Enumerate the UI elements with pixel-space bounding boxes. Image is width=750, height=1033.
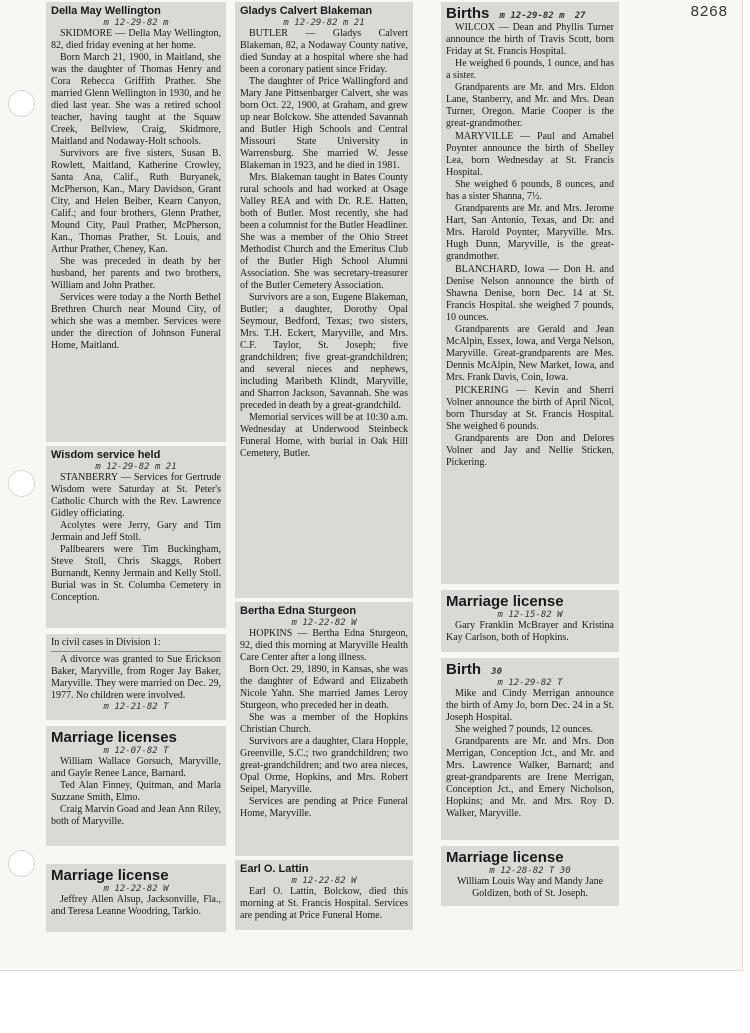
paragraph: William Louis Way and Mandy Jane Goldizen, both of St. Joseph.	[456, 876, 604, 899]
handwritten-number: 30	[491, 667, 503, 677]
handwritten-date: m 12-29-82 m 21	[283, 18, 365, 28]
paragraph: Grandparents are Mr. and Mrs. Jerome Hart, San Antonio, Texas, and Dr. and Mrs. Harold Poynter, Maryville. Mrs. Hugh Dunn, Maryville, is the great-grandmother.	[446, 203, 614, 262]
clipping-obituary-sturgeon	[235, 602, 413, 856]
paragraph: She was a member of the Hopkins Christian Church.	[240, 712, 408, 735]
paragraph: Born Oct. 29, 1890, in Kansas, she was the daughter of Edward and Elizabeth Nicole Yahn. She married James Leroy Sturgeon, who preceded her in death.	[240, 664, 408, 711]
handwritten-date: m 12-07-82 T	[103, 746, 169, 756]
binder-hole	[8, 850, 35, 877]
paragraph: Grandparents are Mr. and Mrs. Eldon Lane, Stanberry, and Mr. and Mrs. Dean Turner, Oregon. Marie Cooper is the great-grandmother.	[446, 82, 614, 129]
paragraph: Survivors are a daughter, Clara Hopple, Greenville, S.C.; two grandchildren; two great-grandchildren; and two area nieces, Opal Orme, Hopkins, and Mrs. Robert Seipel, Maryville.	[240, 736, 408, 795]
clipping-marriage-license-alsup	[46, 864, 226, 932]
clipping-headline: Marriage licenses	[51, 729, 177, 746]
paragraph: Grandparents are Don and Delores Volner and Jay and Nellie Sticken, Pickering.	[446, 433, 614, 468]
clipping-headline: Marriage license	[446, 849, 564, 866]
clipping-marriage-license-mcbrayer	[441, 590, 619, 652]
clipping-obituary-blakeman	[235, 2, 413, 598]
paragraph: STANBERRY — Services for Gertrude Wisdom were Saturday at St. Peter's Catholic Church with the Rev. Lawrence Gidley officiating.	[51, 472, 221, 519]
paragraph: Survivors are a son, Eugene Blakeman, Butler; a daughter, Dorothy Opal Seymour, Bedford, Texas; two sisters, Mrs. T.H. Eckert, Maryville, and Mrs. C.F. Taylor, St. Joseph; five grandchildren; five great-grandchildren; and several nieces and nephews, including Maribeth Klindt, Maryville, and Sharron Jackson, Savannah. She was preceded in death by a great-grandchild.	[240, 292, 408, 411]
section-heading: In civil cases in Division 1:	[51, 637, 161, 648]
births-title: Births	[446, 5, 490, 22]
paragraph: Mrs. Blakeman taught in Bates County rural schools and had worked at Osage Valley REA and with Dr. R.E. Hatten, both of Butler. Most recently, she had been a columnist for the Butler Headliner. She was a member of the Ohio Street Methodist Church and the Emeritus Club of the Butler High School Alumni Association. She was secretary-treasurer of the Butler Cemetery Association.	[240, 172, 409, 291]
handwritten-date: m 12-28-82 T 30	[489, 866, 571, 876]
paragraph: Jeffrey Allen Alsup, Jacksonville, Fla., and Teresa Leanne Woodring, Tarkio.	[51, 894, 221, 917]
paragraph: BUTLER — Gladys Calvert Blakeman, 82, a Nodaway County native, died Sunday at a hospital where she had been a coronary patient since Friday.	[240, 28, 408, 75]
paragraph: He weighed 6 pounds, 1 ounce, and has a sister.	[446, 58, 614, 81]
paragraph: HOPKINS — Bertha Edna Sturgeon, 92, died this morning at Maryville Health Care Center after a long illness.	[240, 628, 408, 663]
divider	[51, 651, 221, 652]
clipping-marriage-license-way	[441, 846, 619, 906]
paragraph: Earl O. Lattin, Bolckow, died this morning at St. Francis Hospital. Services are pending at Price Funeral Home.	[240, 886, 408, 921]
clipping-headline	[446, 661, 614, 678]
paragraph: MARYVILLE — Paul and Amabel Poynter announce the birth of Shelley Lea, born Wednesday at St. Francis Hospital.	[446, 131, 614, 178]
clipping-birth-merrigan	[441, 658, 619, 840]
handwritten-date: m 12-22-82 W	[291, 618, 357, 628]
paragraph: Born March 21, 1900, in Maitland, she was the daughter of Thomas Henry and Cora Rebecca Griffith Prather. She married Glenn Wellington in 1930, and he died last year. She was a retired school teacher, having taught at the Squaw Creek, Bellview, Craig, Skidmore, Maitland and Nodaway-Holt schools.	[51, 52, 221, 147]
clipping-marriage-licenses	[46, 726, 226, 846]
paragraph: Grandparents are Mr. and Mrs. Don Merrigan, Conception Jct., and Mr. and Mrs. Lawrence Walker, Barnard; and great-grandparents are Irene Merrigan, Conception Jct., and Emery Nicholson, Hopkins; and Mr. and Mrs. Roy D. Walker, Maryville.	[446, 736, 614, 819]
paragraph: Gary Franklin McBrayer and Kristina Kay Carlson, both of Hopkins.	[446, 620, 614, 643]
clipping-births	[441, 2, 619, 584]
clipping-headline: Earl O. Lattin	[240, 863, 309, 875]
paragraph: She weighed 6 pounds, 8 ounces, and has a sister Shanna, 7½.	[446, 179, 614, 202]
handwritten-date: m 12-22-82 W	[291, 876, 357, 886]
handwritten-date: m 12-29-82 T	[497, 678, 563, 688]
paragraph: Memorial services will be at 10:30 a.m. Wednesday at Underwood Steinbeck Funeral Home, with burial in Oak Hill Cemetery, Butler.	[240, 412, 408, 459]
clipping-headline: Wisdom service held	[51, 449, 161, 461]
birth-title: Birth	[446, 661, 481, 678]
clipping-wisdom-service	[46, 446, 226, 628]
paragraph: A divorce was granted to Sue Erickson Baker, Maryville, from Roger Jay Baker, Maryville. They were married on Dec. 29, 1977. No children were involved.	[51, 654, 221, 701]
paragraph: BLANCHARD, Iowa — Don H. and Denise Nelson announce the birth of Shawna Denise, born Dec. 14 at St. Francis Hospital. she weighed 7 pounds, 10 ounces.	[446, 264, 614, 323]
paragraph: She was preceded in death by her husband, her parents and two brothers, William and John Prather.	[51, 256, 221, 291]
paragraph: Services are pending at Price Funeral Home, Maryville.	[240, 796, 408, 819]
handwritten-date: m 12-29-82 m 21	[95, 462, 177, 472]
paragraph: The daughter of Price Wallingford and Mary Jane Pittsenbarger Calvert, she was born Oct. 22, 1900, at Graham, and grew up near Bolckow. She attended Savannah and Butler High Schools and Central Missouri State University in Warrensburg. She married W. Jesse Blakeman in 1923, and he died in 1981.	[240, 76, 408, 171]
paragraph: Services were today a the North Bethel Brethren Church near Mound City, of which she was a member. Services were under the direction of Johnson Funeral Home, Maitland.	[51, 292, 221, 351]
clipping-civil-cases	[46, 634, 226, 720]
paragraph: Survivors are five sisters, Susan B. Rowlett, Maitland, Katherine Crowley, Santa Ana, Calif., Ruth Buryanek, McPherson, Kan., Mary Davidson, Grant City, and Helen Beiber, Kearn Canyon, Calif.; and four brothers, Glenn Prather, Mound City, Paul Prather, McPherson, Kan., Thomas Prather, St. Louis, and Arthur Prather, Cheney, Kan.	[51, 148, 221, 255]
handwritten-date: m 12-29-82 m	[499, 11, 565, 21]
clipping-headline: Della May Wellington	[51, 5, 161, 17]
clipping-headline: Marriage license	[51, 867, 169, 884]
handwritten-number: 27	[574, 11, 586, 21]
clipping-obituary-lattin	[235, 860, 413, 930]
paragraph: Pallbearers were Tim Buckingham, Steve Stoll, Chris Skaggs, Robert Burnandt, Kenny Jermain and Kelly Stoll. Burial was in St. Columba Cemetery in Conception.	[51, 544, 221, 603]
clipping-headline: Bertha Edna Sturgeon	[240, 605, 357, 617]
paragraph: WILCOX — Dean and Phyllis Turner announce the birth of Travis Scott, born Friday at St. Francis Hospital.	[446, 22, 614, 57]
paragraph: Ted Alan Finney, Quitman, and Marla Suzzane Smith, Elmo.	[51, 780, 221, 803]
handwritten-date: m 12-22-82 W	[103, 884, 169, 894]
clipping-headline	[446, 5, 614, 22]
page-number: 8268	[690, 3, 728, 20]
paragraph: Acolytes were Jerry, Gary and Tim Jermain and Jeff Stoll.	[51, 520, 221, 543]
paragraph: William Wallace Gorsuch, Maryville, and Gayle Renee Lance, Barnard.	[51, 756, 221, 779]
clipping-obituary-wellington	[46, 2, 226, 442]
handwritten-date: m 12-15-82 W	[497, 610, 563, 620]
binder-hole	[8, 90, 35, 117]
paragraph: Mike and Cindy Merrigan announce the birth of Amy Jo, born Dec. 24 in a St. Joseph Hospital.	[446, 688, 614, 723]
handwritten-date: m 12-29-82 m	[103, 18, 169, 28]
clipping-headline: Gladys Calvert Blakeman	[240, 5, 373, 17]
paragraph: She weighed 7 pounds, 12 ounces.	[455, 724, 594, 735]
paragraph: SKIDMORE — Della May Wellington, 82, died friday evening at her home.	[51, 28, 221, 51]
binder-hole	[8, 470, 35, 497]
handwritten-date: m 12-21-82 T	[103, 702, 169, 712]
paragraph: PICKERING — Kevin and Sherri Volner announce the birth of April Nicol, born Thursday at St. Francis Hospital. She weighed 6 pounds.	[446, 385, 614, 432]
paragraph: Craig Marvin Goad and Jean Ann Riley, both of Maryville.	[51, 804, 221, 827]
clipping-headline: Marriage license	[446, 593, 564, 610]
paragraph: Grandparents are Gerald and Jean McAlpin, Essex, Iowa, and Verga Nelson, Maryville. Great-grandparents are Mes. Dennis McAlpin, New Market, Iowa, and Mrs. Frank Davis, Coin, Iowa.	[446, 324, 614, 383]
